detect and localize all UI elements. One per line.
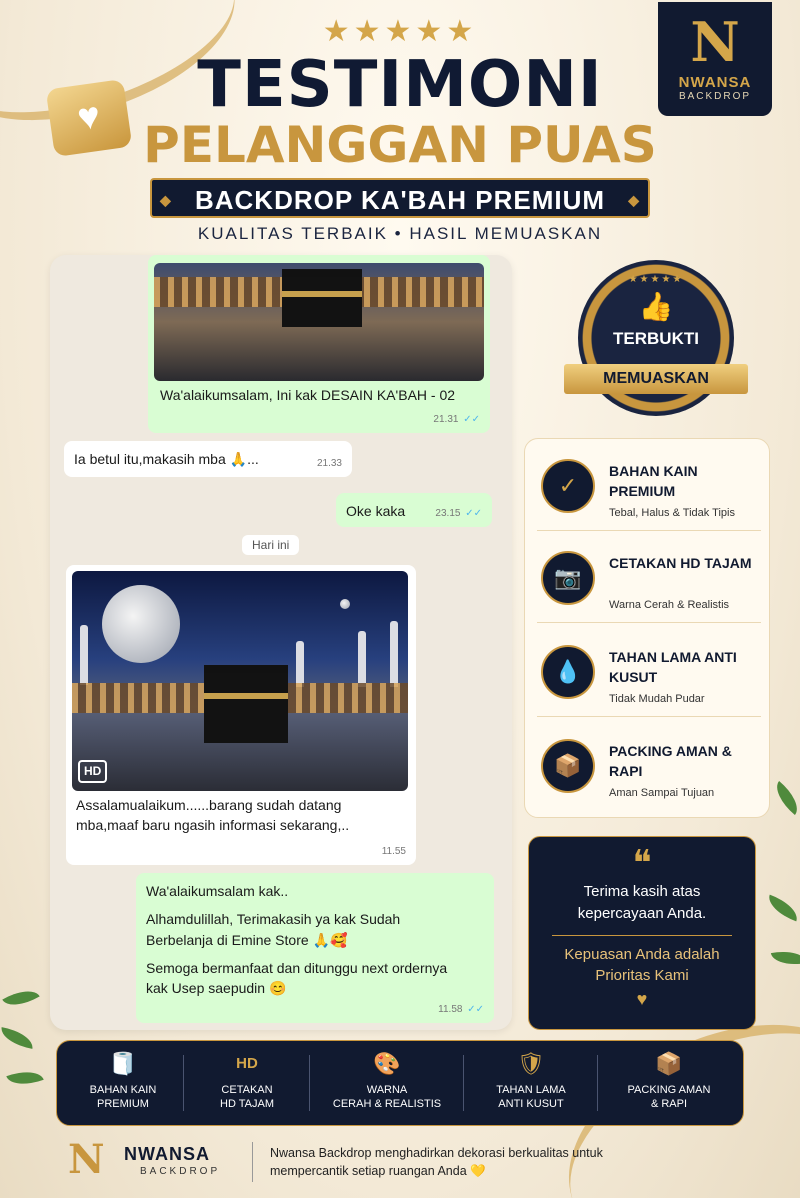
- minaret: [390, 621, 398, 687]
- shield-icon: 🛡: [517, 1051, 545, 1076]
- feature-desc: Tebal, Halus & Tidak Tipis: [609, 507, 735, 519]
- benefit-line2: CERAH & REALISTIS: [332, 1098, 442, 1111]
- chat-message-outgoing: [336, 493, 492, 527]
- chat-message-incoming: [64, 441, 352, 477]
- message-text: Ia betul itu,makasih mba 🙏...: [74, 451, 259, 467]
- benefit-line1: PACKING AMAN: [627, 1084, 711, 1096]
- message-text: Semoga bermanfaat dan ditunggu next ordernya kak Usep saepudin 😊: [146, 959, 448, 997]
- benefit-line2: ANTI KUSUT: [498, 1098, 564, 1111]
- feature-title: CETAKAN HD TAJAM: [609, 555, 752, 571]
- message-time: 23.15 ✓✓: [435, 507, 482, 519]
- minaret: [296, 641, 304, 687]
- message-time: 11.58 ✓✓: [438, 1003, 484, 1015]
- priority-message: Kepuasan Anda adalah Prioritas Kami: [564, 945, 720, 985]
- chat-message-incoming: [66, 565, 416, 865]
- footer-text: Nwansa Backdrop menghadirkan dekorasi berkualitas untuk mempercantik setiap ruangan Anda 💛: [270, 1146, 603, 1179]
- leaf-decoration: [2, 983, 39, 1014]
- benefit-line2: HD TAJAM: [220, 1098, 274, 1111]
- hd-icon: HD: [236, 1055, 258, 1072]
- footer-sub: BACKDROP: [140, 1166, 221, 1177]
- leaf-decoration: [6, 1065, 43, 1092]
- brand-logo: [658, 2, 772, 116]
- message-text: Oke kaka: [346, 503, 406, 519]
- page-title: TESTIMONI: [197, 48, 603, 122]
- leaf-decoration: [769, 781, 800, 815]
- divider: [183, 1055, 184, 1111]
- feature-title: TAHAN LAMA ANTI KUSUT: [609, 649, 737, 686]
- benefit-item: [467, 1049, 595, 1121]
- badge-line1: TERBUKTI: [613, 329, 699, 348]
- minaret: [80, 625, 88, 685]
- tagline: KUALITAS TERBAIK • HASIL MEMUASKAN: [197, 224, 603, 243]
- thank-you-message: Terima kasih atas kepercayaan Anda.: [577, 883, 707, 922]
- feature-desc: Tidak Mudah Pudar: [609, 693, 705, 705]
- footer-divider: [252, 1142, 253, 1182]
- read-ticks-icon: ✓✓: [463, 413, 480, 425]
- read-ticks-icon: ✓✓: [465, 507, 482, 519]
- rating-stars: ★★★★★: [322, 15, 478, 48]
- package-icon: 📦: [541, 739, 595, 793]
- leaf-decoration: [764, 895, 800, 922]
- benefit-line1: BAHAN KAIN: [89, 1084, 157, 1096]
- benefit-line1: WARNA: [366, 1084, 408, 1096]
- hd-badge: HD: [78, 760, 107, 783]
- divider: [552, 935, 732, 936]
- benefit-line1: CETAKAN: [221, 1084, 273, 1096]
- footer-brand: NWANSA: [124, 1144, 210, 1164]
- footer-logo-letter: N: [68, 1136, 105, 1183]
- feature-item: [537, 535, 761, 623]
- feature-item: [537, 443, 761, 531]
- feature-desc: Aman Sampai Tujuan: [609, 787, 715, 799]
- benefit-item: [187, 1049, 307, 1121]
- benefit-item: [601, 1049, 737, 1121]
- chat-screenshot: [50, 255, 512, 1030]
- package-icon: 📦: [655, 1051, 683, 1076]
- benefits-bar: [56, 1040, 744, 1126]
- kaaba: [204, 665, 288, 743]
- product-banner: ◆ BACKDROP KA'BAH PREMIUM ◆: [150, 178, 650, 218]
- features-list: [524, 438, 770, 818]
- feature-item: [537, 629, 761, 717]
- thank-you-card: [528, 836, 756, 1030]
- kaaba-night-photo: [72, 571, 408, 791]
- camera-icon: 📷: [541, 551, 595, 605]
- drop-shield-icon: 💧: [541, 645, 595, 699]
- read-ticks-icon: ✓✓: [467, 1003, 484, 1015]
- thumbs-up-icon: 👍: [638, 291, 674, 322]
- kaaba: [282, 269, 362, 327]
- leaf-decoration: [0, 1027, 35, 1049]
- badge-stars: ★★★★★: [628, 274, 684, 285]
- minaret: [358, 631, 366, 687]
- badge-ribbon: MEMUASKAN: [564, 364, 748, 394]
- heart-chat-icon: ♥: [46, 79, 133, 157]
- message-text: Alhamdulillah, Terimakasih ya kak Sudah Berbelanja di Emine Store 🙏🥰: [146, 911, 401, 948]
- logo-letter: N: [690, 10, 740, 74]
- message-time: 11.55: [381, 845, 406, 857]
- benefit-line2: PREMIUM: [97, 1098, 149, 1111]
- benefit-item: [313, 1049, 461, 1121]
- logo-sub: BACKDROP: [678, 91, 752, 102]
- divider: [597, 1055, 598, 1111]
- date-chip: Hari ini: [242, 535, 299, 555]
- feature-title: PACKING AMAN & RAPI: [609, 743, 732, 780]
- divider: [463, 1055, 464, 1111]
- logo-brand: NWANSA: [678, 74, 752, 91]
- divider: [309, 1055, 310, 1111]
- message-time: 21.33: [316, 457, 342, 469]
- planet: [340, 599, 350, 609]
- page-subtitle: PELANGGAN PUAS: [143, 116, 657, 174]
- chat-message-outgoing: [148, 255, 490, 433]
- feature-title: BAHAN KAIN PREMIUM: [609, 463, 698, 500]
- chat-message-outgoing: [136, 873, 494, 1023]
- benefit-item: [63, 1049, 183, 1121]
- feature-desc: Warna Cerah & Realistis: [609, 599, 730, 611]
- trust-badge: [578, 260, 734, 416]
- shield-check-icon: ✓: [541, 459, 595, 513]
- benefit-line1: TAHAN LAMA: [496, 1084, 566, 1096]
- kaaba-photo: [154, 263, 484, 381]
- quote-icon: ❝: [632, 843, 652, 884]
- benefit-line2: & RAPI: [650, 1098, 688, 1111]
- fabric-roll-icon: 🧻: [109, 1051, 137, 1076]
- leaf-decoration: [771, 947, 800, 969]
- palette-icon: 🎨: [373, 1051, 401, 1076]
- feature-item: [537, 723, 761, 811]
- heart-icon: ♥: [636, 989, 648, 1009]
- message-time: 21.31 ✓✓: [433, 413, 480, 425]
- message-text: Assalamualaikum......barang sudah datang mba,maaf baru ngasih informasi sekarang,..: [76, 797, 350, 834]
- message-text: Wa'alaikumsalam, Ini kak DESAIN KA'BAH - 02: [160, 387, 456, 403]
- message-text: Wa'alaikumsalam kak..: [146, 883, 289, 899]
- moon: [102, 585, 180, 663]
